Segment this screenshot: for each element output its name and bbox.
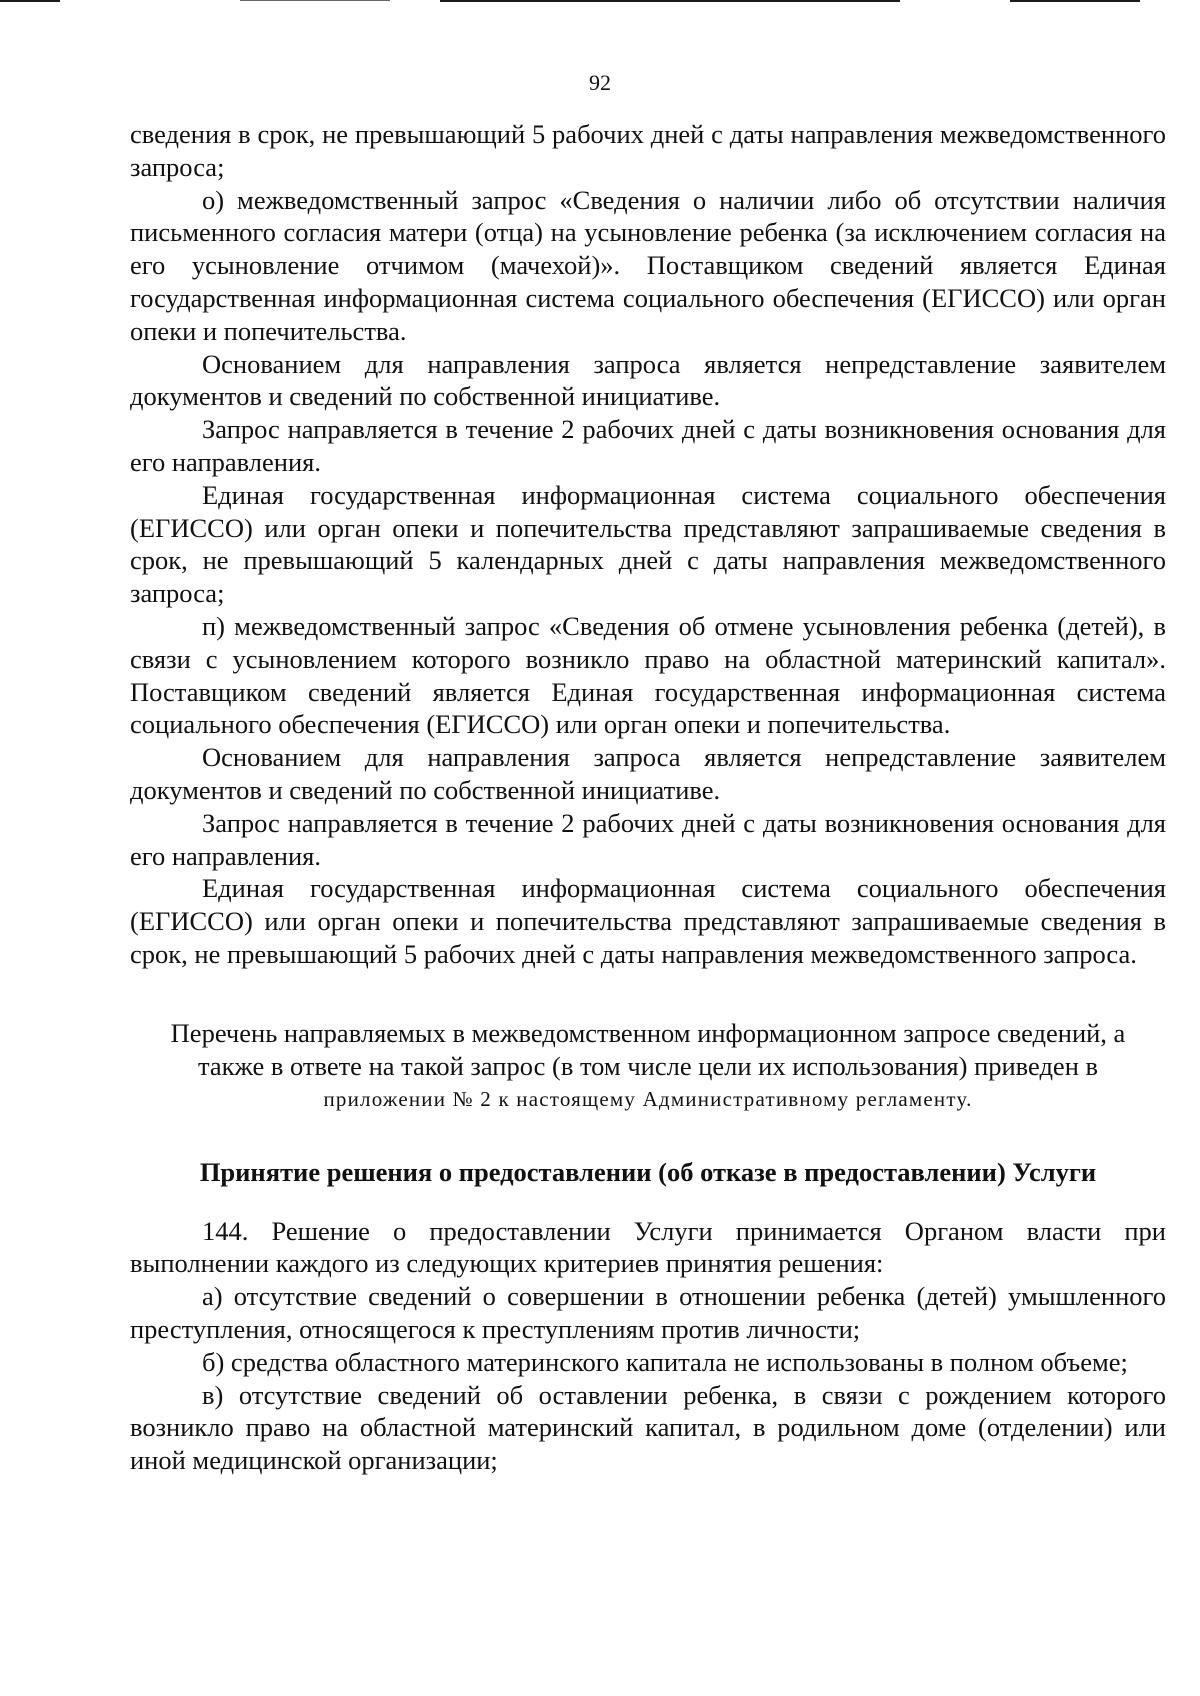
document-body <box>130 118 1166 1477</box>
paragraph: 144. Решение о предоставлении Услуги принимается Органом власти при выполнении каждого из следующих критериев принятия решения: <box>130 1215 1166 1279</box>
paragraphs-top <box>130 118 1166 971</box>
paragraph: сведения в срок, не превышающий 5 рабочих дней с даты направления межведомственного запроса; <box>130 119 1166 182</box>
paragraphs-bottom <box>130 1215 1166 1477</box>
annex-note-line: также в ответе на такой запрос (в том числе цели их использования) приведен в <box>197 1050 1099 1081</box>
scan-edge-line <box>1010 0 1140 2</box>
paragraph: а) отсутствие сведений о совершении в отношении ребенка (детей) умышленного преступления, относящегося к преступлениям против личности; <box>130 1281 1166 1344</box>
paragraph: Единая государственная информационная система социального обеспечения (ЕГИССО) или орган опеки и попечительства представляют запрашиваемые сведения в срок, не превышающий 5 календарных дней с даты направления межведомственного запроса; <box>130 479 1166 609</box>
annex-reference-note <box>130 1017 1166 1116</box>
paragraph: Основанием для направления запроса является непредставление заявителем документов и сведений по собственной инициативе. <box>130 742 1166 805</box>
scan-edge-line <box>240 0 390 1</box>
paragraph: п) межведомственный запрос «Сведения об отмене усыновления ребенка (детей), в связи с усыновлением которого возникло право на областной материнский капитал». Поставщиком сведений является Единая государственная информационная система социального обеспечения (ЕГИССО) или орган опеки и попечительства. <box>130 610 1166 740</box>
paragraph: б) средства областного материнского капитала не использованы в полном объеме; <box>202 1346 1128 1377</box>
annex-note-line: приложении № 2 к настоящему Административному регламенту. <box>323 1086 973 1111</box>
paragraph: Запрос направляется в течение 2 рабочих дней с даты возникновения основания для его направления. <box>130 414 1166 477</box>
paragraph: в) отсутствие сведений об оставлении ребенка, в связи с рождением которого возникло право на областной материнский капитал, в родильном доме (отделении) или иной медицинской организации; <box>130 1379 1166 1476</box>
paragraph: о) межведомственный запрос «Сведения о наличии либо об отсутствии наличия письменного согласия матери (отца) на усыновление ребенка (за исключением согласия на его усыновление отчимом (мачехой)». Поставщиком сведений является Единая государственная информационная система социального обеспечения (ЕГИССО) или орган опеки и попечительства. <box>130 184 1166 346</box>
scan-edge-line <box>440 0 900 2</box>
page-number: 92 <box>589 70 611 95</box>
scan-edge-line <box>0 0 60 2</box>
section-heading: Принятие решения о предоставлении (об отказе в предоставлении) Услуги <box>199 1156 1097 1187</box>
annex-note-line: Перечень направляемых в межведомственном информационном запросе сведений, а <box>170 1017 1126 1048</box>
paragraph: Запрос направляется в течение 2 рабочих дней с даты возникновения основания для его направления. <box>130 807 1166 871</box>
paragraph: Основанием для направления запроса является непредставление заявителем документов и сведений по собственной инициативе. <box>130 348 1166 412</box>
paragraph: Единая государственная информационная система социального обеспечения (ЕГИССО) или орган опеки и попечительства представляют запрашиваемые сведения в срок, не превышающий 5 рабочих дней с даты направления межведомственного запроса. <box>130 873 1166 969</box>
